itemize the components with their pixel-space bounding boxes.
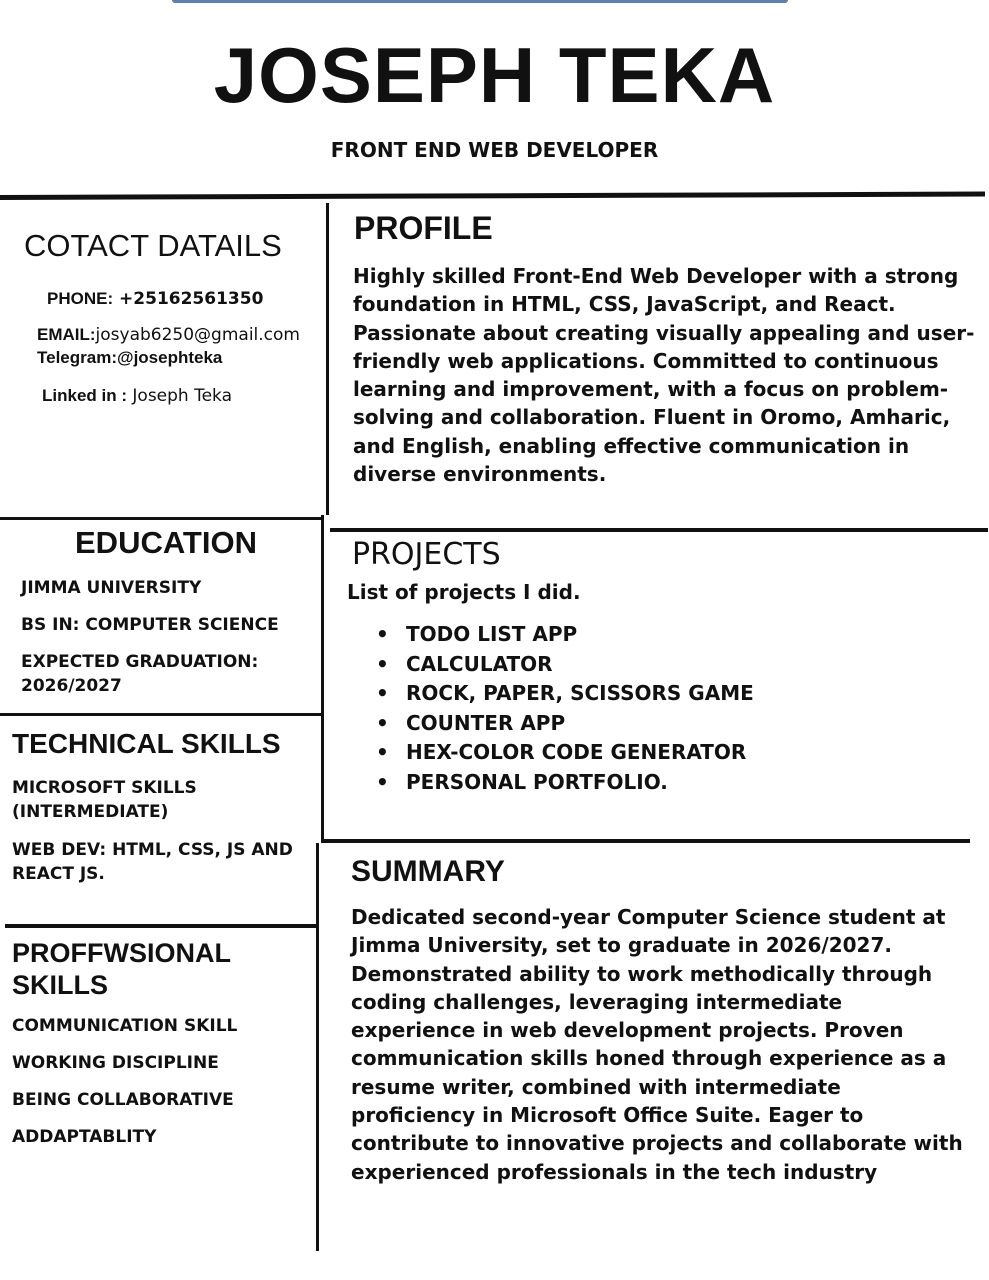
email-value: josyab6250@gmail.com <box>95 325 300 345</box>
contact-phone <box>47 289 263 309</box>
contact-telegram <box>37 348 222 368</box>
column-divider <box>326 203 329 515</box>
top-accent-bar <box>172 0 788 3</box>
resume-name: JOSEPH TEKA <box>213 31 776 119</box>
telegram-label: Telegram:@josephteka <box>37 348 223 367</box>
education-item: JIMMA UNIVERSITY <box>21 578 202 598</box>
professional-skills-heading <box>12 937 231 1001</box>
profile-heading: PROFILE <box>354 210 493 246</box>
education-item: BS IN: COMPUTER SCIENCE <box>21 615 279 635</box>
professional-skill-item: COMMUNICATION SKILL <box>12 1016 238 1036</box>
profile-line: Passionate about creating visually appealing and user- <box>353 320 975 345</box>
professional-skill-item: BEING COLLABORATIVE <box>12 1090 234 1110</box>
professional-skill-item: ADDAPTABLITY <box>12 1127 157 1147</box>
profile-line: foundation in HTML, CSS, JavaScript, and React. <box>353 292 896 317</box>
project-item: • PERSONAL PORTFOLIO. <box>349 768 969 798</box>
summary-line: proficiency in Microsoft Office Suite. Eager to <box>351 1103 864 1128</box>
technical-skill-item: MICROSOFT SKILLS <box>12 778 197 798</box>
phone-label: PHONE: <box>47 289 114 308</box>
column-divider-bottom <box>316 843 319 1251</box>
technical-skill-item: (INTERMEDIATE) <box>12 802 169 822</box>
phone-value: +25162561350 <box>113 289 264 309</box>
technical-skill-item: WEB DEV: HTML, CSS, JS AND <box>12 840 293 860</box>
summary-line: communication skills honed through experience as a <box>351 1046 947 1071</box>
education-skills-divider <box>0 713 321 716</box>
column-divider-lower <box>321 515 324 843</box>
resume-role: FRONT END WEB DEVELOPER <box>330 138 659 162</box>
contact-email <box>37 325 300 345</box>
email-label: EMAIL: <box>37 325 96 344</box>
profile-projects-divider <box>330 528 988 532</box>
profile-line: solving and collaboration. Fluent in Oromo, Amharic, <box>353 405 951 430</box>
projects-heading: PROJECTS <box>352 537 501 572</box>
contact-linkedin <box>42 386 232 406</box>
profile-text <box>353 262 978 488</box>
professional-skill-item: WORKING DISCIPLINE <box>12 1053 219 1073</box>
linkedin-value: Joseph Teka <box>127 386 233 406</box>
profile-line: diverse environments. <box>353 462 607 487</box>
profile-line: friendly web applications. Committed to continuous <box>353 348 939 373</box>
education-item: 2026/2027 <box>21 676 122 696</box>
education-heading: EDUCATION <box>75 525 257 560</box>
summary-line: resume writer, combined with intermediate <box>351 1074 841 1099</box>
project-item: • TODO LIST APP <box>349 620 969 650</box>
profile-line: learning and improvement, with a focus on problem- <box>353 377 949 402</box>
education-item: EXPECTED GRADUATION: <box>21 652 259 672</box>
project-item: • ROCK, PAPER, SCISSORS GAME <box>349 679 969 709</box>
projects-intro: List of projects I did. <box>347 580 581 604</box>
project-item: • CALCULATOR <box>349 650 969 680</box>
technical-skills-heading: TECHNICAL SKILLS <box>12 728 281 759</box>
summary-line: Demonstrated ability to work methodically through <box>351 961 933 986</box>
summary-line: experienced professionals in the tech industry <box>351 1159 878 1184</box>
technical-professional-divider <box>5 924 318 928</box>
summary-line: Dedicated second-year Computer Science student at <box>351 905 946 929</box>
project-item: • HEX-COLOR CODE GENERATOR <box>349 738 969 768</box>
summary-line: contribute to innovative projects and collaborate with <box>351 1131 963 1156</box>
contact-heading: COTACT DATAILS <box>24 228 282 263</box>
summary-text <box>351 903 981 1186</box>
profile-line: Highly skilled Front-End Web Developer with a strong <box>353 264 959 288</box>
summary-line: Jimma University, set to graduate in 2026/2027. <box>351 933 892 958</box>
summary-line: coding challenges, leveraging intermediate <box>351 989 843 1014</box>
header-divider <box>0 192 985 200</box>
summary-heading: SUMMARY <box>351 855 505 888</box>
project-item: • COUNTER APP <box>349 709 969 739</box>
projects-summary-divider <box>324 839 970 843</box>
profile-line: and English, enabling effective communication in <box>353 433 910 458</box>
linkedin-label: Linked in : <box>42 386 127 405</box>
contact-education-divider <box>0 517 322 520</box>
summary-line: experience in web development projects. Proven <box>351 1018 904 1043</box>
professional-skills-heading-line1: PROFFWSIONAL <box>12 938 231 968</box>
technical-skill-item: REACT JS. <box>12 864 105 884</box>
projects-list <box>349 620 969 798</box>
professional-skills-heading-line2: SKILLS <box>12 970 109 1000</box>
